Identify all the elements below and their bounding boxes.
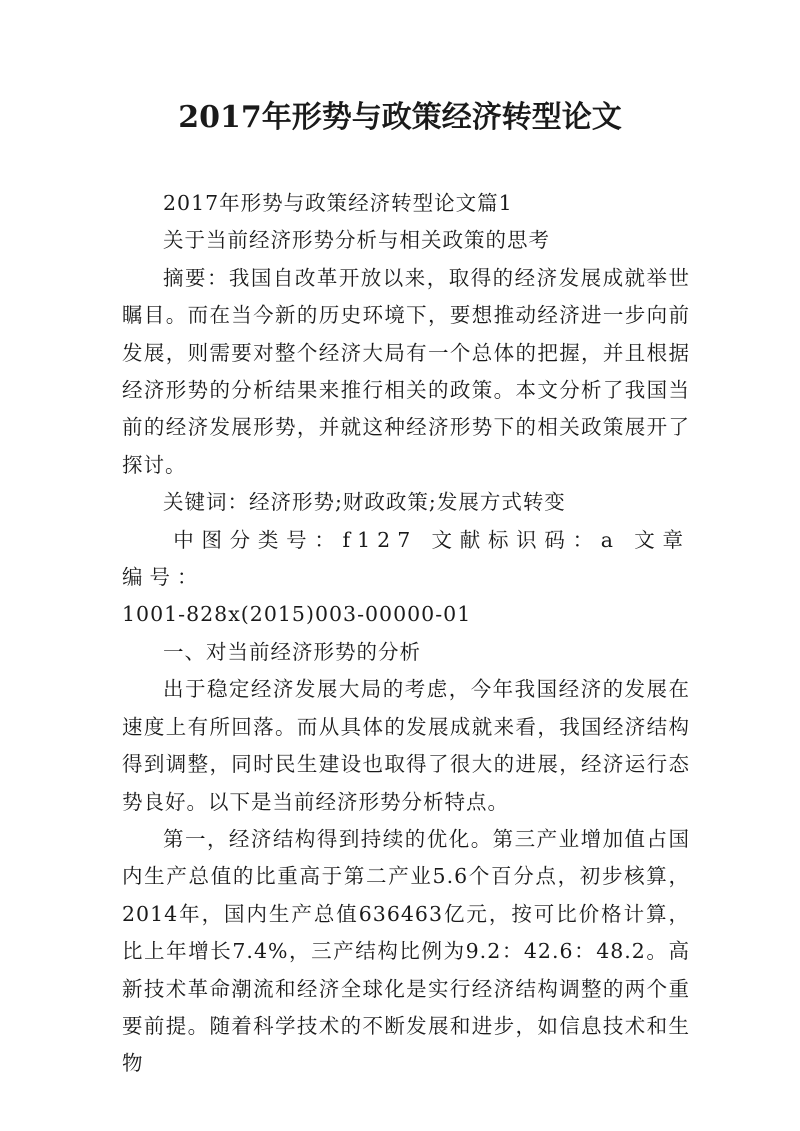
keywords-line: 关键词：经济形势;财政政策;发展方式转变 (163, 490, 566, 515)
abstract-paragraph: 摘要：我国自改革开放以来，取得的经济发展成就举世瞩目。而在当今新的历史环境下，要想推动经济进一步向前发展，则需要对整个经济大局有一个总体的把握，并且根据经济形势的分析结果来推行相关的政策。本文分析了我国当前的经济发展形势，并就这种经济形势下的相关政策展开了探讨。 (122, 265, 690, 477)
document-title: 2017年形势与政策经济转型论文 (178, 100, 622, 135)
article-heading: 2017年形势与政策经济转型论文篇1 (163, 191, 513, 215)
body-paragraph: 出于稳定经济发展大局的考虑，今年我国经济的发展在速度上有所回落。而从具体的发展成就来看，我国经济结构得到调整，同时民生建设也取得了很大的进展，经济运行态势良好。以下是当前经济形势分析特点。 (122, 677, 690, 814)
section-heading: 一、对当前经济形势的分析 (163, 639, 421, 664)
article-subtitle: 关于当前经济形势分析与相关政策的思考 (163, 228, 550, 253)
classification-line: 中图分类号：f127 文献标识码：a 文章编号： (122, 527, 690, 590)
body-paragraph: 第一，经济结构得到持续的优化。第三产业增加值占国内生产总值的比重高于第二产业5.6个百分点，初步核算，2014年，国内生产总值636463亿元，按可比价格计算，比上年增长7.4%，三产结构比例为9.2：42.6：48.2。高新技术革命潮流和经济全球化是实行经济结构调整的两个重要前提。随着科学技术的不断发展和进步，如信息技术和生物 (122, 826, 690, 1076)
document-body (122, 185, 690, 1083)
article-number-line: 1001-828x(2015)003-00000-01 (122, 602, 472, 627)
